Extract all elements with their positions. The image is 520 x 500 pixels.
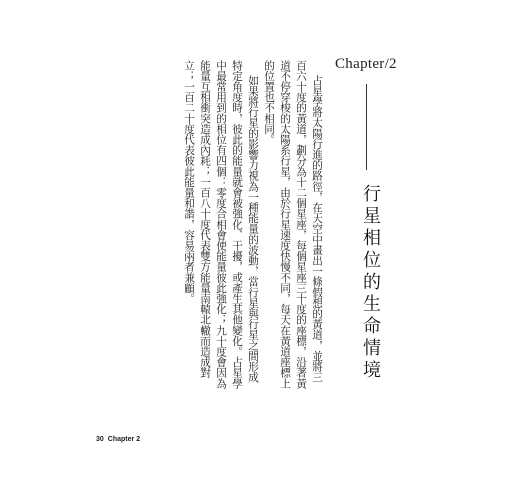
body-paragraph-2: 如果將行星的影響力視為一種能量的波動，當行星與行星之間形成特定角度時，彼此的能量就會被強化、干擾，或產生其他變化。占星學中最常用到的相位有四個：零度合相會使能量彼此強化；九十度會因為能量互相衝突造成內耗；一百八十度代表雙方能量南轅北轍而造成對立；一百二十度代表彼此能量和諧，容易兩者兼顧。	[183, 60, 259, 389]
chapter-title: 行星相位的生命情境	[360, 184, 381, 382]
chapter-label: Chapter/2	[335, 56, 397, 72]
body-paragraph-1: 占星學將太陽行進的路徑，在天空中畫出一條假想的黃道，並將三百六十度的黃道，劃分為十二個星座，每個星座三十度的座標，沿著黃道不停穿梭的太陽系行星，由於行星速度快慢不同，每天在黃道座標上的位置也不相同。	[263, 60, 323, 389]
body-text	[181, 60, 325, 390]
page-number: 30	[96, 436, 104, 443]
page-footer	[96, 436, 140, 443]
vertical-divider	[366, 84, 367, 170]
running-head: Chapter 2	[107, 436, 141, 443]
